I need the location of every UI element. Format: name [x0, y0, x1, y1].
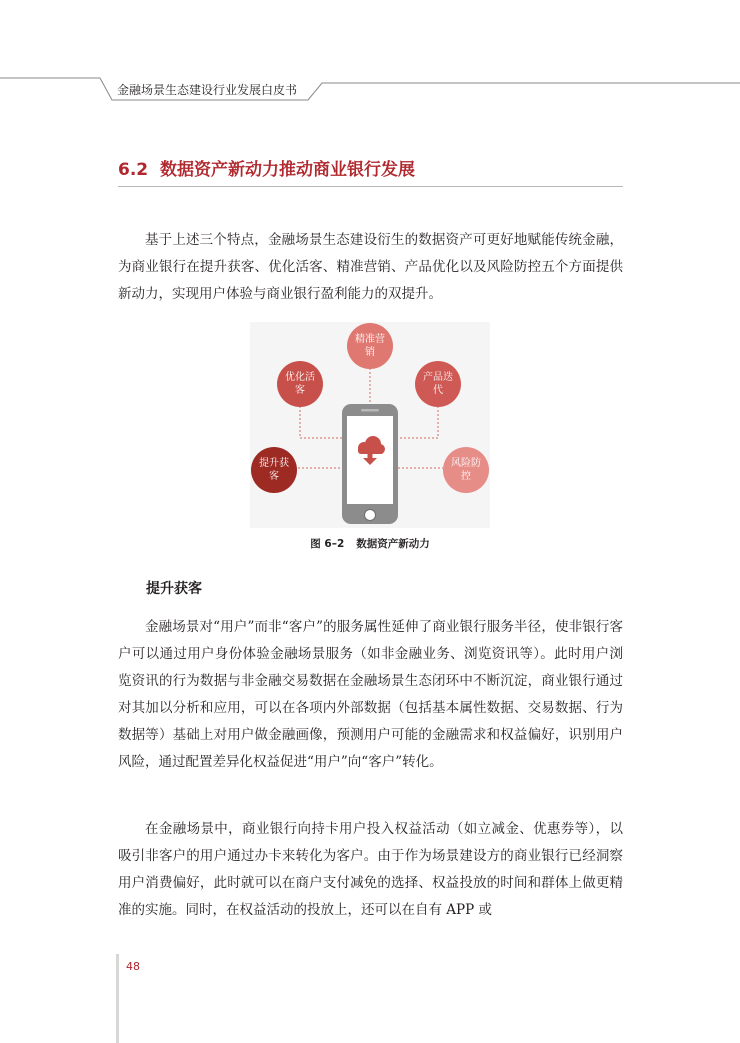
footer-side-bar [116, 954, 119, 1043]
running-header-title: 金融场景生态建设行业发展白皮书 [117, 83, 298, 97]
body-paragraph-2: 在金融场景中，商业银行向持卡用户投入权益活动（如立减金、优惠券等），以吸引非客户的用户通过办卡来转化为客户。由于作为场景建设方的商业银行已经洞察用户消费偏好，此时就可以在商户支付减免的选择、权益投放的时间和群体上做更精准的实施。同时，在权益活动的投放上，还可以在自有 APP 或 [118, 821, 623, 918]
node-tisheng-huoke [251, 447, 297, 493]
figure-caption [250, 536, 490, 551]
body-paragraph-1: 金融场景对“用户”而非“客户”的服务属性延伸了商业银行服务半径，使非银行客户可以通过用户身份体验金融场景服务（如非金融业务、浏览资讯等）。此时用户浏览资讯的行为数据与非金融交易数据在金融场景生态闭环中不断沉淀，商业银行通过对其加以分析和应用，可以在各项内外部数据（包括基本属性数据、交易数据、行为数据等）基础上对用户做金融画像，预测用户可能的金融需求和权益偏好，识别用户风险，通过配置差异化权益促进“用户”向“客户”转化。 [118, 619, 623, 770]
node-label: 风险防控 [451, 458, 481, 482]
heading-rule [118, 186, 623, 187]
section-number: 6.2 [118, 160, 149, 180]
node-jingzhun-yingxiao [347, 323, 393, 369]
subheading: 提升获客 [146, 581, 202, 597]
node-youhua-huoke [277, 361, 323, 407]
node-label: 产品迭代 [423, 372, 453, 396]
page-number: 48 [126, 960, 140, 973]
figure-caption-title: 数据资产新动力 [356, 538, 430, 550]
running-header-shape [0, 0, 740, 110]
node-label: 精准营销 [355, 334, 385, 358]
node-fengxian-fangkong [443, 447, 489, 493]
section-heading [118, 155, 623, 180]
node-label: 提升获客 [259, 458, 289, 482]
node-label: 优化活客 [285, 372, 315, 396]
figure-data-asset-drivers [250, 322, 490, 528]
section-title: 数据资产新动力推动商业银行发展 [160, 160, 415, 180]
figure-caption-label: 图 6–2 [310, 538, 345, 550]
intro-paragraph: 基于上述三个特点，金融场景生态建设衍生的数据资产可更好地赋能传统金融，为商业银行在提升获客、优化活客、精准营销、产品优化以及风险防控五个方面提供新动力，实现用户体验与商业银行盈利能力的双提升。 [118, 232, 623, 302]
node-chanpin-diedai [415, 361, 461, 407]
